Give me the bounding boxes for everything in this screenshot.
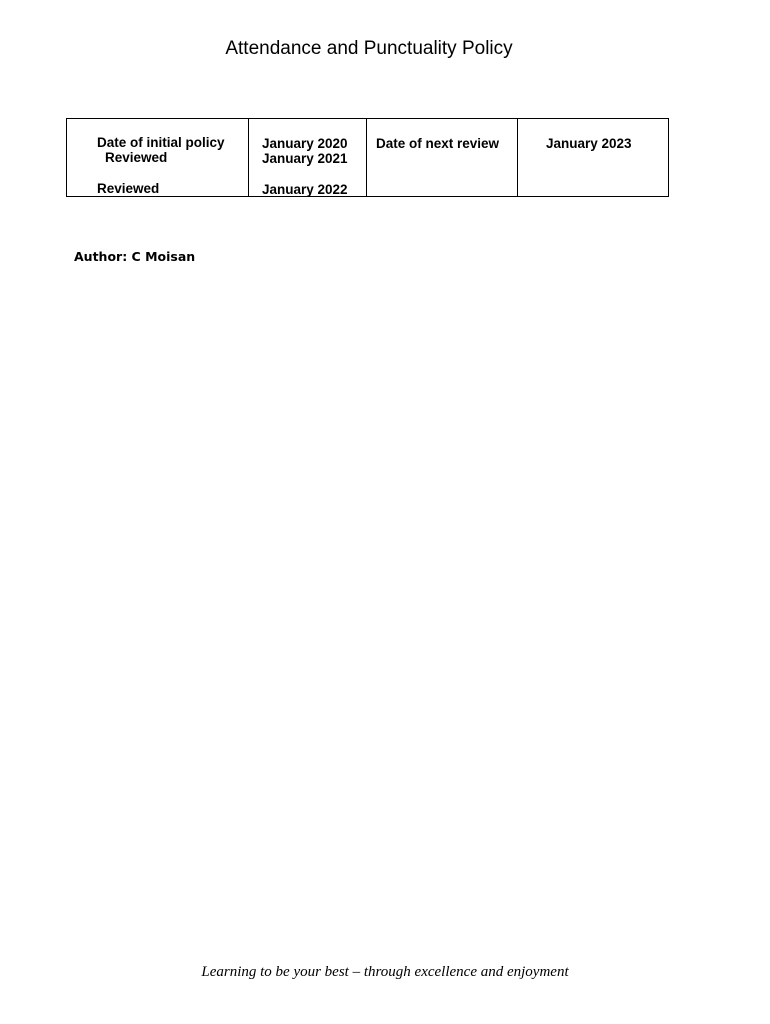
reviewed-label-first: Reviewed bbox=[105, 150, 168, 165]
footer-motto: Learning to be your best – through excellence and enjoyment bbox=[201, 964, 569, 980]
first-review-date: January 2021 bbox=[262, 151, 348, 166]
table-cell-next-review-label bbox=[367, 119, 518, 197]
second-review-date: January 2022 bbox=[262, 182, 348, 197]
policy-review-table bbox=[66, 118, 669, 197]
table-row bbox=[67, 119, 669, 197]
next-review-label: Date of next review bbox=[376, 136, 500, 151]
table-cell-next-review-date bbox=[518, 119, 669, 197]
table-cell-policy-dates bbox=[249, 119, 367, 197]
initial-policy-date: January 2020 bbox=[262, 136, 348, 151]
page-title: Attendance and Punctuality Policy bbox=[225, 38, 513, 59]
reviewed-label-second: Reviewed bbox=[97, 181, 160, 196]
author-line: Author: C Moisan bbox=[74, 249, 196, 264]
table-cell-policy-labels bbox=[67, 119, 249, 197]
initial-policy-label: Date of initial policy bbox=[97, 135, 225, 150]
next-review-date: January 2023 bbox=[546, 136, 632, 151]
